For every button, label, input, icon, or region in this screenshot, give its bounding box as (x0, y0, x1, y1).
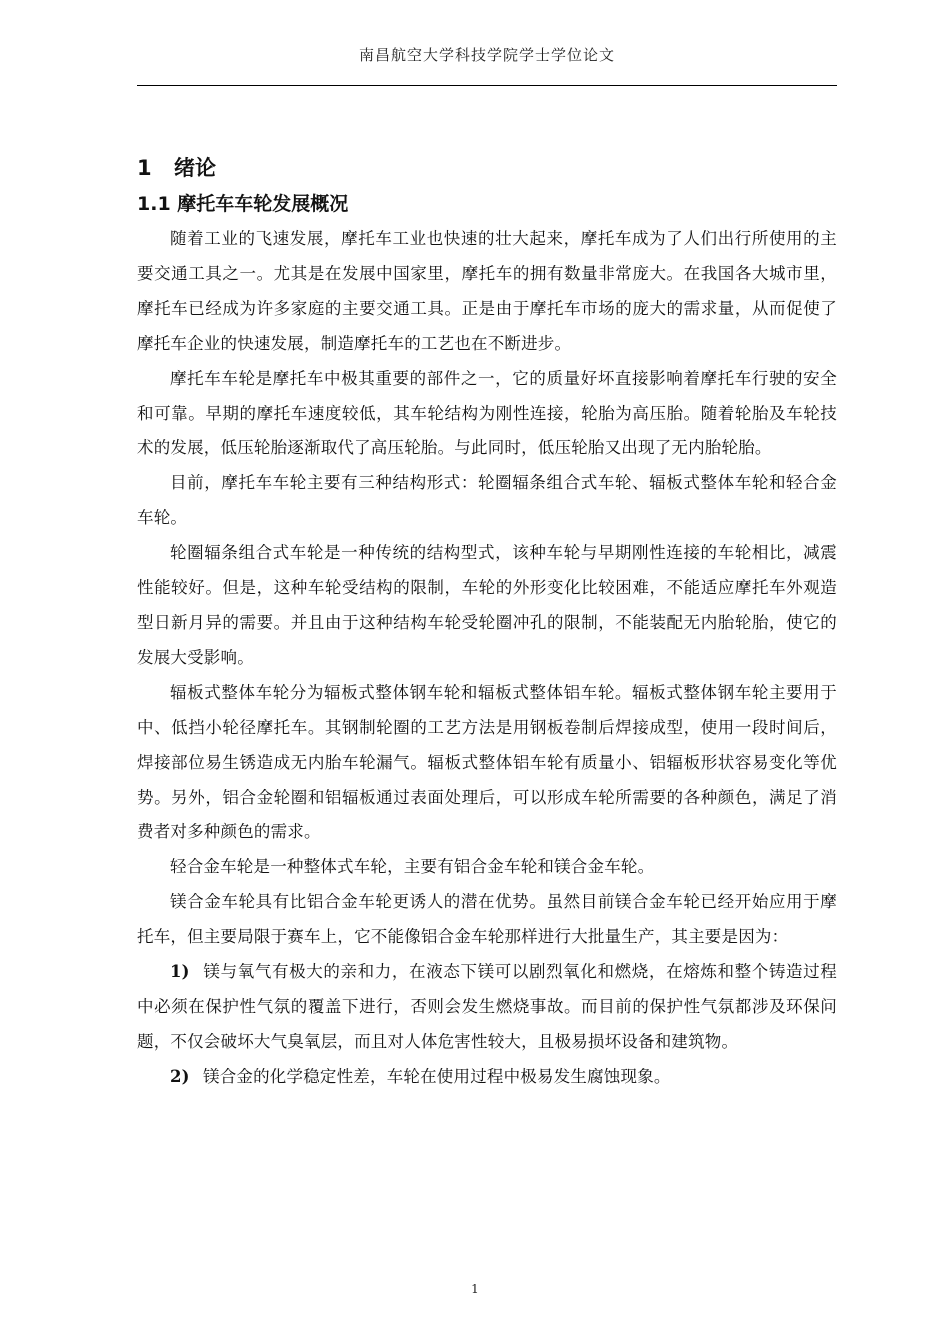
list-item-number: 2) (170, 1066, 190, 1086)
paragraph: 摩托车车轮是摩托车中极其重要的部件之一，它的质量好坏直接影响着摩托车行驶的安全和可靠。早期的摩托车速度较低，其车轮结构为刚性连接，轮胎为高压胎。随着轮胎及车轮技术的发展，低压轮胎逐渐取代了高压轮胎。与此同时，低压轮胎又出现了无内胎轮胎。 (137, 368, 837, 458)
chapter-number: 1 (137, 156, 152, 180)
body-content (137, 150, 837, 1095)
paragraph: 目前，摩托车车轮主要有三种结构形式：轮圈辐条组合式车轮、辐板式整体车轮和轻合金车轮。 (137, 473, 837, 528)
running-header: 南昌航空大学科技学院学士学位论文 (358, 46, 615, 64)
list-item-text: 镁与氧气有极大的亲和力，在液态下镁可以剧烈氧化和燃烧，在熔炼和整个铸造过程中必须在保护性气氛的覆盖下进行，否则会发生燃烧事故。而目前的保护性气氛都涉及环保问题，不仅会破坏大气臭氧层，而且对人体危害性较大，且极易损坏设备和建筑物。 (137, 962, 837, 1051)
list-item (137, 1060, 837, 1095)
list-item (137, 955, 837, 1060)
list-item-number: 1) (170, 962, 190, 982)
chapter-heading (137, 150, 837, 186)
list-item-text: 镁合金的化学稳定性差，车轮在使用过程中极易发生腐蚀现象。 (203, 1066, 671, 1086)
paragraph: 轮圈辐条组合式车轮是一种传统的结构型式，该种车轮与早期刚性连接的车轮相比，减震性能较好。但是，这种车轮受结构的限制，车轮的外形变化比较困难，不能适应摩托车外观造型日新月异的需要。并且由于这种结构车轮受轮圈冲孔的限制，不能装配无内胎轮胎，使它的发展大受影响。 (137, 543, 837, 667)
page-number: 1 (471, 1282, 479, 1296)
section-title: 摩托车车轮发展概况 (177, 193, 349, 215)
section-number: 1.1 (137, 193, 171, 215)
header-rule (137, 85, 837, 86)
paragraph: 随着工业的飞速发展，摩托车工业也快速的壮大起来，摩托车成为了人们出行所使用的主要交通工具之一。尤其是在发展中国家里，摩托车的拥有数量非常庞大。在我国各大城市里，摩托车已经成为许多家庭的主要交通工具。正是由于摩托车市场的庞大的需求量，从而促使了摩托车企业的快速发展，制造摩托车的工艺也在不断进步。 (137, 229, 837, 353)
paragraph: 轻合金车轮是一种整体式车轮，主要有铝合金车轮和镁合金车轮。 (170, 857, 655, 877)
paragraph: 辐板式整体车轮分为辐板式整体钢车轮和辐板式整体铝车轮。辐板式整体钢车轮主要用于中、低挡小轮径摩托车。其钢制轮圈的工艺方法是用钢板卷制后焊接成型，使用一段时间后，焊接部位易生锈造成无内胎车轮漏气。辐板式整体铝车轮有质量小、铝辐板形状容易变化等优势。另外，铝合金轮圈和铝辐板通过表面处理后，可以形成车轮所需要的各种颜色，满足了消费者对多种颜色的需求。 (137, 682, 837, 842)
section-heading (137, 186, 837, 222)
chapter-title: 绪论 (174, 156, 216, 180)
paragraph: 镁合金车轮具有比铝合金车轮更诱人的潜在优势。虽然目前镁合金车轮已经开始应用于摩托车，但主要局限于赛车上，它不能像铝合金车轮那样进行大批量生产，其主要是因为： (137, 892, 837, 947)
